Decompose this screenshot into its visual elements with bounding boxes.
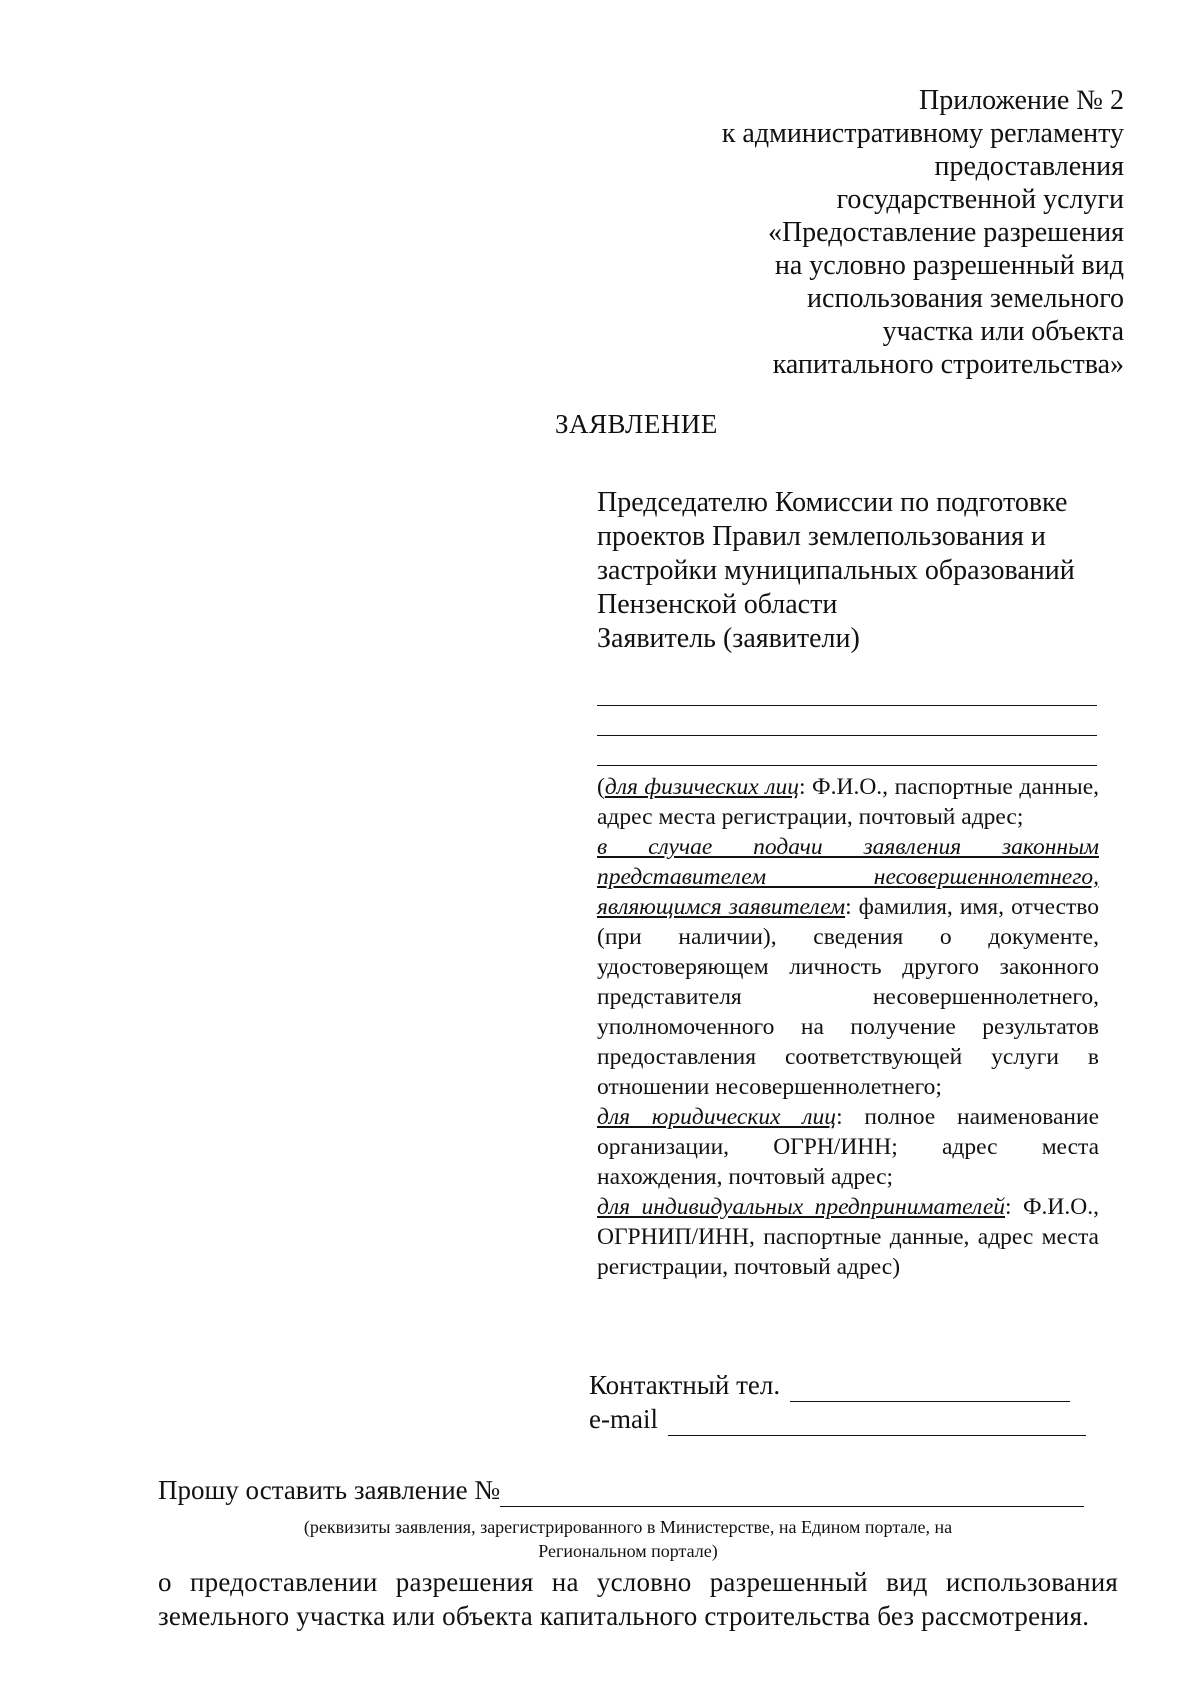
phone-field[interactable] [790, 1375, 1070, 1402]
request-hint-line: Региональном портале) [538, 1541, 718, 1561]
document-title: ЗАЯВЛЕНИЕ [555, 409, 718, 439]
note-legal [597, 1102, 1099, 1192]
contacts-block [589, 1368, 1109, 1436]
email-field[interactable] [668, 1409, 1086, 1436]
email-label: e-mail [589, 1404, 658, 1434]
request-number-row [158, 1473, 1118, 1507]
addressee-line: проектов Правил землепользования и [597, 521, 1046, 552]
appendix-line: капитального строительства» [772, 349, 1124, 380]
appendix-header [604, 84, 1124, 381]
phone-label: Контактный тел. [589, 1370, 781, 1400]
representative-text: : фамилия, имя, отчество (при наличии), сведения о документе, удостоверяющем личность другого законного представителя несовершеннолетнего, уполномоченного на получение результатов предоставления соответствующей услуги в отношении несовершеннолетнего; [597, 894, 1099, 1100]
addressee-line: Пензенской области [597, 589, 838, 620]
appendix-line: предоставления [934, 151, 1124, 182]
appendix-line: «Предоставление разрешения [767, 217, 1124, 248]
applicant-fill-lines [597, 676, 1097, 766]
appendix-line: использования земельного [807, 283, 1124, 314]
request-block [158, 1473, 1118, 1633]
physical-persons-text: : Ф.И.О., паспортные данные, адрес места регистрации, почтовый адрес; [597, 774, 1099, 830]
application-number-field[interactable] [500, 1480, 1084, 1507]
note-entrepreneur [597, 1192, 1099, 1282]
request-body: о предоставлении разрешения на условно разрешенный вид использования земельного участка или объекта капитального строительства без рассмотрения. [158, 1567, 1118, 1631]
request-hint [158, 1515, 1118, 1563]
legal-entities-text: : полное наименование организации, ОГРН/ИНН; адрес места нахождения, почтовый адрес; [597, 1104, 1099, 1190]
applicant-instructions [597, 772, 1099, 1282]
representative-label: в случае подачи заявления законным представителем несовершеннолетнего, являющимся заявителем [597, 834, 1099, 920]
appendix-line: государственной услуги [836, 184, 1124, 215]
appendix-line: на условно разрешенный вид [774, 250, 1124, 281]
entrepreneurs-text: : Ф.И.О., ОГРНИП/ИНН, паспортные данные, адрес места регистрации, почтовый адрес) [597, 1194, 1099, 1280]
applicant-label: Заявитель (заявители) [597, 623, 860, 654]
appendix-line: к административному регламенту [721, 118, 1124, 149]
request-hint-line: (реквизиты заявления, зарегистрированного в Министерстве, на Едином портале, на [303, 1517, 953, 1537]
addressee-block [597, 486, 1117, 656]
note-representative [597, 832, 1099, 1102]
applicant-fill-line[interactable] [597, 736, 1097, 766]
appendix-line: Приложение № 2 [919, 85, 1124, 116]
applicant-fill-line[interactable] [597, 676, 1097, 706]
request-lead: Прошу оставить заявление № [158, 1475, 501, 1505]
appendix-line: участка или объекта [882, 316, 1124, 347]
entrepreneurs-label: для индивидуальных предпринимателей [597, 1194, 1006, 1220]
addressee-line: Председателю Комиссии по подготовке [597, 487, 1068, 518]
legal-entities-label: для юридических лиц [597, 1104, 837, 1130]
applicant-fill-line[interactable] [597, 706, 1097, 736]
physical-persons-label: для физических лиц [604, 774, 799, 800]
phone-row [589, 1368, 1109, 1402]
note-physical: (для физических лиц: Ф.И.О., паспортные данные, адрес места регистрации, почтовый адрес; [597, 774, 1099, 830]
addressee-line: застройки муниципальных образований [597, 555, 1075, 586]
email-row [589, 1402, 1109, 1436]
